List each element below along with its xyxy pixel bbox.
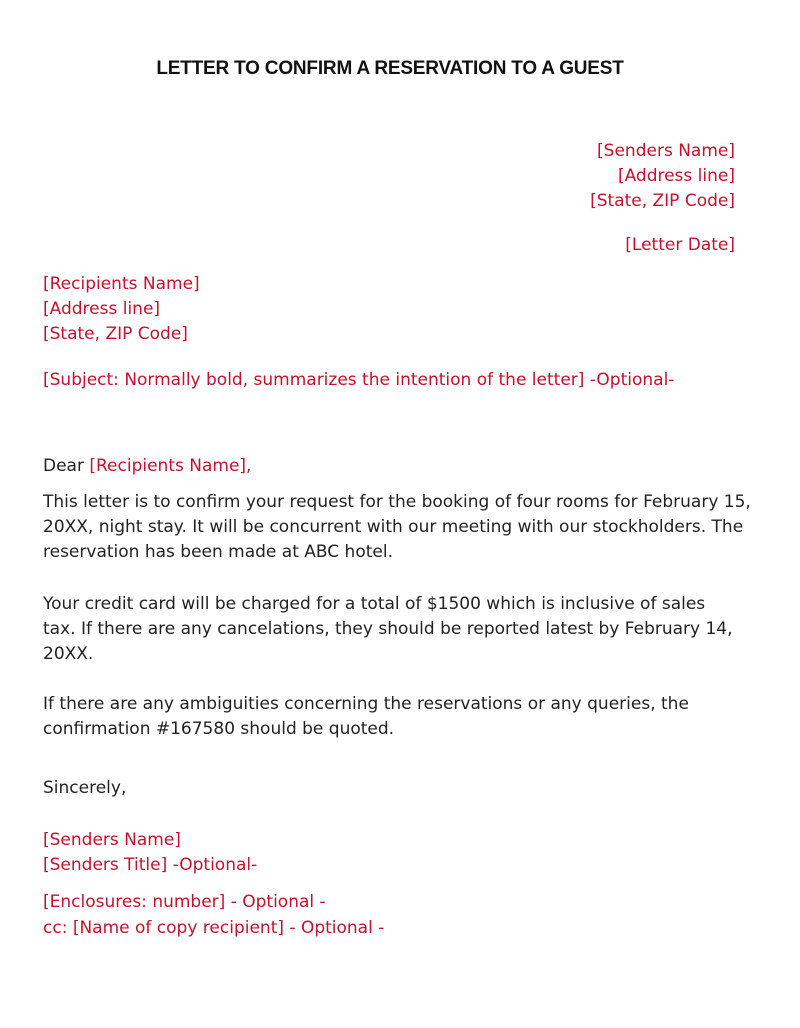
paragraph-line: reservation has been made at ABC hotel.: [43, 542, 393, 562]
sender-name: [Senders Name]: [597, 141, 735, 161]
paragraph-line: Your credit card will be charged for a total of $1500 which is inclusive of sales: [43, 594, 706, 614]
body-paragraph: [43, 592, 743, 667]
sender-block: [590, 139, 735, 214]
signature-title: [Senders Title] -Optional-: [43, 855, 258, 875]
paragraph-line: 20XX, night stay. It will be concurrent with our meeting with our stockholders. The: [43, 517, 744, 537]
body-paragraph: [43, 692, 743, 742]
salutation: [43, 456, 251, 476]
sender-state-zip: [State, ZIP Code]: [590, 191, 735, 211]
sender-address: [Address line]: [617, 166, 735, 186]
document-title: LETTER TO CONFIRM A RESERVATION TO A GUEST: [156, 58, 624, 79]
paragraph-line: 20XX.: [43, 644, 94, 664]
salutation-name: [Recipients Name],: [89, 456, 252, 476]
recipient-address: [Address line]: [43, 299, 161, 319]
closing: Sincerely,: [43, 778, 127, 798]
recipient-state-zip: [State, ZIP Code]: [43, 324, 188, 344]
paragraph-line: If there are any ambiguities concerning the reservations or any queries, the: [43, 694, 689, 714]
subject-line: [Subject: Normally bold, summarizes the intention of the letter] -Optional-: [43, 370, 675, 390]
recipient-name: [Recipients Name]: [43, 274, 200, 294]
paragraph-line: tax. If there are any cancelations, they should be reported latest by February 14,: [43, 619, 733, 639]
paragraph-line: confirmation #167580 should be quoted.: [43, 719, 395, 739]
signature-name: [Senders Name]: [43, 830, 181, 850]
body-paragraph: [43, 490, 751, 565]
extras-block: [43, 889, 384, 941]
cc-line: cc: [Name of copy recipient] - Optional -: [43, 918, 385, 938]
enclosures-line: [Enclosures: number] - Optional -: [43, 892, 326, 912]
signature-block: [43, 828, 257, 878]
letter-date: [Letter Date]: [625, 235, 735, 255]
recipient-block: [43, 272, 200, 347]
paragraph-line: This letter is to confirm your request for the booking of four rooms for February 15,: [43, 492, 751, 512]
salutation-greeting: Dear: [43, 456, 84, 476]
